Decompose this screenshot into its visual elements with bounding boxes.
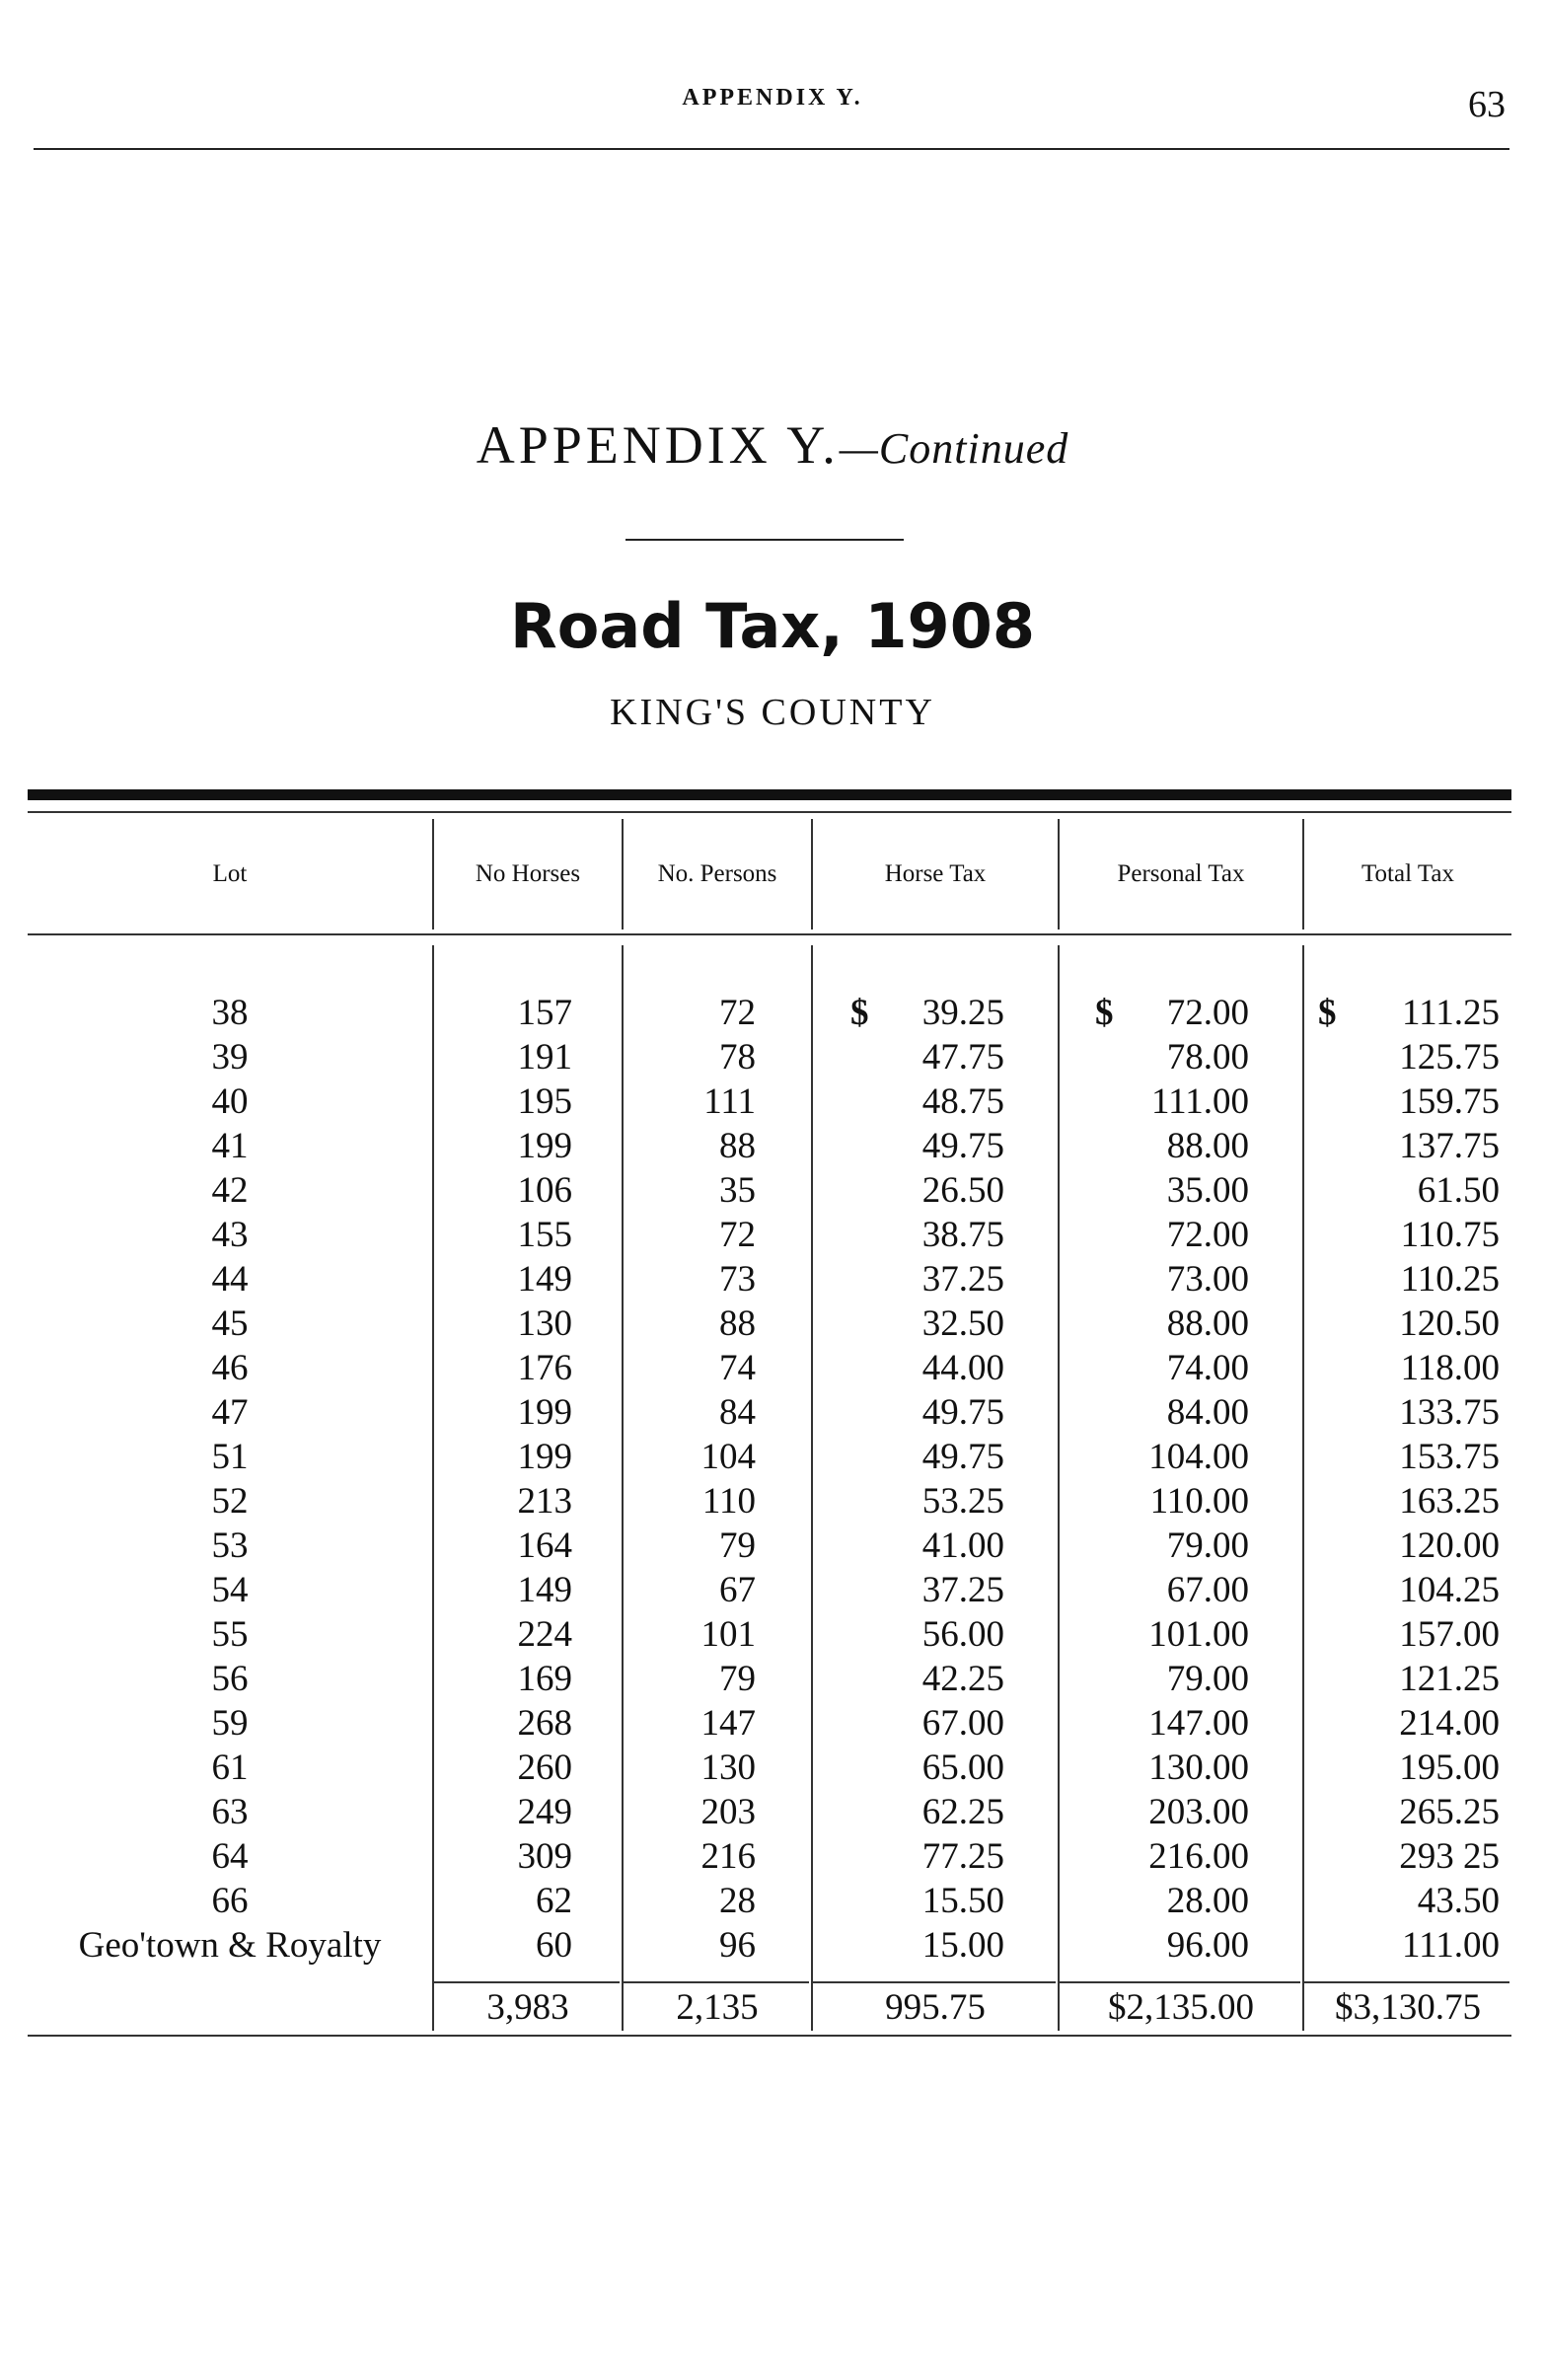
column-divider <box>811 819 813 930</box>
table-row <box>0 1568 1545 1612</box>
column-header-personal-tax: Personal Tax <box>1117 860 1245 887</box>
table-row <box>0 1079 1545 1124</box>
cell-lot: 63 <box>211 1792 249 1832</box>
cell-personal-tax: 67.00 <box>1166 1570 1249 1610</box>
cell-persons: 74 <box>719 1348 756 1388</box>
cell-horse-tax: 77.25 <box>921 1836 1004 1877</box>
cell-horses: 199 <box>517 1126 572 1166</box>
cell-persons: 84 <box>719 1392 756 1433</box>
cell-total-tax: 111.00 <box>1401 1925 1500 1966</box>
column-divider <box>1058 819 1060 930</box>
cell-persons: 88 <box>719 1303 756 1344</box>
sum-rule <box>1304 1981 1509 1983</box>
cell-horses: 169 <box>517 1659 572 1699</box>
cell-total-tax: 157.00 <box>1399 1614 1500 1655</box>
cell-lot: 55 <box>211 1614 249 1655</box>
cell-total-tax: 61.50 <box>1417 1170 1500 1211</box>
cell-horse-tax: 65.00 <box>921 1748 1004 1788</box>
total-horses: 3,983 <box>486 1987 569 2028</box>
cell-personal-tax: 73.00 <box>1166 1259 1249 1300</box>
cell-personal-tax: 84.00 <box>1166 1392 1249 1433</box>
cell-personal-tax: 111.00 <box>1150 1081 1249 1122</box>
cell-persons: 147 <box>700 1703 756 1744</box>
cell-lot: 38 <box>211 993 249 1033</box>
cell-horse-tax: 32.50 <box>921 1303 1004 1344</box>
cell-horse-tax: 53.25 <box>921 1481 1004 1522</box>
cell-horse-tax: 42.25 <box>921 1659 1004 1699</box>
cell-personal-tax: 88.00 <box>1166 1126 1249 1166</box>
cell-persons: 73 <box>719 1259 756 1300</box>
cell-horse-tax: 41.00 <box>921 1525 1004 1566</box>
cell-horses: 149 <box>517 1259 572 1300</box>
header-rule <box>34 148 1509 150</box>
table-row <box>0 1701 1545 1746</box>
sum-rule <box>1060 1981 1300 1983</box>
currency-symbol: $ <box>1095 993 1114 1033</box>
cell-lot: 61 <box>211 1748 249 1788</box>
cell-personal-tax: 35.00 <box>1166 1170 1249 1211</box>
cell-personal-tax: 96.00 <box>1166 1925 1249 1966</box>
total-personal-tax: $2,135.00 <box>1108 1987 1254 2028</box>
cell-personal-tax: 110.00 <box>1149 1481 1249 1522</box>
cell-total-tax: 120.50 <box>1399 1303 1500 1344</box>
cell-horse-tax: 49.75 <box>921 1437 1004 1477</box>
cell-total-tax: 163.25 <box>1399 1481 1500 1522</box>
cell-lot: 56 <box>211 1659 249 1699</box>
table-row <box>0 1124 1545 1168</box>
cell-personal-tax: 130.00 <box>1148 1748 1249 1788</box>
cell-lot: 44 <box>211 1259 249 1300</box>
column-header-persons: No. Persons <box>657 860 777 887</box>
table-row <box>0 1834 1545 1879</box>
cell-horses: 106 <box>517 1170 572 1211</box>
cell-horse-tax: 47.75 <box>921 1037 1004 1078</box>
column-header-total-tax: Total Tax <box>1361 860 1454 887</box>
page-title: Road Tax, 1908 <box>510 590 1035 662</box>
table-row <box>0 1923 1545 1968</box>
cell-persons: 78 <box>719 1037 756 1078</box>
cell-horses: 176 <box>517 1348 572 1388</box>
sum-rule <box>434 1981 620 1983</box>
cell-persons: 67 <box>719 1570 756 1610</box>
total-persons: 2,135 <box>676 1987 759 2028</box>
cell-total-tax: 265.25 <box>1399 1792 1500 1832</box>
currency-symbol: $ <box>1318 993 1337 1033</box>
table-top-thin-rule <box>28 811 1511 813</box>
cell-lot: 41 <box>211 1126 249 1166</box>
cell-horses: 157 <box>517 993 572 1033</box>
table-row <box>0 1302 1545 1346</box>
column-divider <box>622 819 624 930</box>
cell-total-tax: 133.75 <box>1399 1392 1500 1433</box>
cell-persons: 72 <box>719 1215 756 1255</box>
cell-total-tax: 120.00 <box>1399 1525 1500 1566</box>
cell-horse-tax: 62.25 <box>921 1792 1004 1832</box>
cell-persons: 110 <box>701 1481 756 1522</box>
cell-persons: 104 <box>700 1437 756 1477</box>
sum-rule <box>624 1981 809 1983</box>
cell-personal-tax: 74.00 <box>1166 1348 1249 1388</box>
cell-personal-tax: 88.00 <box>1166 1303 1249 1344</box>
cell-horse-tax: 49.75 <box>921 1392 1004 1433</box>
cell-horses: 164 <box>517 1525 572 1566</box>
cell-total-tax: 110.75 <box>1400 1215 1500 1255</box>
running-title: APPENDIX Y. <box>682 85 863 111</box>
table-row <box>0 991 1545 1035</box>
cell-persons: 35 <box>719 1170 756 1211</box>
cell-persons: 79 <box>719 1525 756 1566</box>
cell-horse-tax: 37.25 <box>921 1259 1004 1300</box>
cell-lot: 66 <box>211 1881 249 1921</box>
cell-persons: 203 <box>700 1792 756 1832</box>
cell-total-tax: 110.25 <box>1400 1259 1500 1300</box>
cell-persons: 79 <box>719 1659 756 1699</box>
cell-persons: 88 <box>719 1126 756 1166</box>
cell-personal-tax: 203.00 <box>1148 1792 1249 1832</box>
title-divider <box>625 539 904 541</box>
cell-lot: 40 <box>211 1081 249 1122</box>
table-row <box>0 1790 1545 1834</box>
cell-personal-tax: 28.00 <box>1166 1881 1249 1921</box>
cell-total-tax: 137.75 <box>1399 1126 1500 1166</box>
cell-lot: 64 <box>211 1836 249 1877</box>
cell-horse-tax: 39.25 <box>921 993 1004 1033</box>
cell-total-tax: 214.00 <box>1399 1703 1500 1744</box>
cell-persons: 96 <box>719 1925 756 1966</box>
cell-personal-tax: 78.00 <box>1166 1037 1249 1078</box>
cell-horses: 309 <box>517 1836 572 1877</box>
cell-total-tax: 159.75 <box>1399 1081 1500 1122</box>
cell-lot: 42 <box>211 1170 249 1211</box>
cell-horse-tax: 15.50 <box>921 1881 1004 1921</box>
cell-horses: 195 <box>517 1081 572 1122</box>
cell-horse-tax: 67.00 <box>921 1703 1004 1744</box>
cell-horses: 60 <box>536 1925 572 1966</box>
cell-lot: 45 <box>211 1303 249 1344</box>
cell-personal-tax: 147.00 <box>1148 1703 1249 1744</box>
cell-persons: 28 <box>719 1881 756 1921</box>
cell-total-tax: 125.75 <box>1399 1037 1500 1078</box>
cell-horse-tax: 44.00 <box>921 1348 1004 1388</box>
cell-horses: 130 <box>517 1303 572 1344</box>
cell-horses: 260 <box>517 1748 572 1788</box>
page-number: 63 <box>1468 84 1506 125</box>
cell-personal-tax: 101.00 <box>1148 1614 1249 1655</box>
cell-persons: 130 <box>700 1748 756 1788</box>
cell-horses: 268 <box>517 1703 572 1744</box>
cell-horse-tax: 15.00 <box>921 1925 1004 1966</box>
table-row <box>0 1612 1545 1657</box>
cell-personal-tax: 72.00 <box>1166 1215 1249 1255</box>
table-row <box>0 1257 1545 1302</box>
page-subtitle: KING'S COUNTY <box>610 692 935 733</box>
cell-total-tax: 43.50 <box>1417 1881 1500 1921</box>
column-header-horse-tax: Horse Tax <box>884 860 987 887</box>
cell-total-tax: 195.00 <box>1399 1748 1500 1788</box>
cell-horse-tax: 56.00 <box>921 1614 1004 1655</box>
cell-personal-tax: 79.00 <box>1166 1659 1249 1699</box>
cell-persons: 101 <box>700 1614 756 1655</box>
cell-lot: Geo'town & Royalty <box>78 1925 382 1966</box>
cell-horses: 155 <box>517 1215 572 1255</box>
appendix-heading-main: APPENDIX Y. <box>476 415 840 475</box>
cell-persons: 111 <box>703 1081 756 1122</box>
cell-horse-tax: 49.75 <box>921 1126 1004 1166</box>
cell-horse-tax: 38.75 <box>921 1215 1004 1255</box>
cell-lot: 39 <box>211 1037 249 1078</box>
table-row <box>0 1346 1545 1390</box>
cell-lot: 52 <box>211 1481 249 1522</box>
totals-row <box>0 1985 1545 2030</box>
total-total-tax: $3,130.75 <box>1335 1987 1481 2028</box>
cell-horses: 149 <box>517 1570 572 1610</box>
column-header-lot: Lot <box>212 860 248 887</box>
table-row <box>0 1524 1545 1568</box>
cell-personal-tax: 104.00 <box>1148 1437 1249 1477</box>
table-row <box>0 1168 1545 1213</box>
cell-horses: 213 <box>517 1481 572 1522</box>
cell-personal-tax: 79.00 <box>1166 1525 1249 1566</box>
cell-horse-tax: 48.75 <box>921 1081 1004 1122</box>
table-row <box>0 1390 1545 1435</box>
cell-lot: 53 <box>211 1525 249 1566</box>
cell-total-tax: 293 25 <box>1399 1836 1500 1877</box>
cell-horses: 199 <box>517 1392 572 1433</box>
appendix-heading-continued: —Continued <box>839 424 1069 473</box>
cell-total-tax: 153.75 <box>1399 1437 1500 1477</box>
table-row <box>0 1746 1545 1790</box>
cell-horses: 224 <box>517 1614 572 1655</box>
cell-personal-tax: 72.00 <box>1166 993 1249 1033</box>
column-divider <box>432 819 434 930</box>
table-row <box>0 1879 1545 1923</box>
cell-total-tax: 118.00 <box>1400 1348 1500 1388</box>
cell-total-tax: 104.25 <box>1399 1570 1500 1610</box>
header-bottom-rule <box>28 933 1511 935</box>
cell-lot: 43 <box>211 1215 249 1255</box>
cell-horse-tax: 37.25 <box>921 1570 1004 1610</box>
cell-lot: 59 <box>211 1703 249 1744</box>
table-row <box>0 1035 1545 1079</box>
table-row <box>0 1213 1545 1257</box>
cell-horses: 191 <box>517 1037 572 1078</box>
table-row <box>0 1479 1545 1524</box>
currency-symbol: $ <box>850 993 869 1033</box>
cell-persons: 72 <box>719 993 756 1033</box>
table-bottom-rule <box>28 2035 1511 2037</box>
cell-personal-tax: 216.00 <box>1148 1836 1249 1877</box>
table-row <box>0 1435 1545 1479</box>
cell-lot: 46 <box>211 1348 249 1388</box>
cell-lot: 51 <box>211 1437 249 1477</box>
cell-horse-tax: 26.50 <box>921 1170 1004 1211</box>
cell-persons: 216 <box>700 1836 756 1877</box>
cell-lot: 47 <box>211 1392 249 1433</box>
cell-horses: 249 <box>517 1792 572 1832</box>
column-header-horses: No Horses <box>475 860 581 887</box>
column-divider <box>1302 819 1304 930</box>
table-row <box>0 1657 1545 1701</box>
sum-rule <box>813 1981 1056 1983</box>
appendix-heading <box>0 414 1545 476</box>
total-horse-tax: 995.75 <box>885 1987 986 2028</box>
table-top-thick-rule <box>28 789 1511 800</box>
running-head <box>0 83 1545 125</box>
cell-lot: 54 <box>211 1570 249 1610</box>
cell-horses: 199 <box>517 1437 572 1477</box>
cell-total-tax: 111.25 <box>1401 993 1500 1033</box>
cell-total-tax: 121.25 <box>1399 1659 1500 1699</box>
cell-horses: 62 <box>536 1881 572 1921</box>
